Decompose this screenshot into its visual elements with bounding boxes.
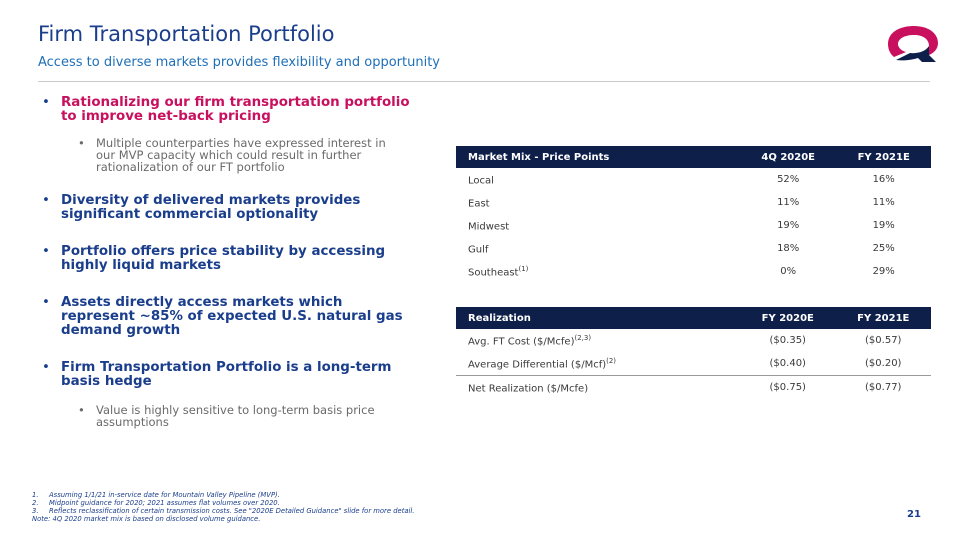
table-row bbox=[456, 168, 931, 191]
column-header: Realization bbox=[456, 307, 740, 329]
cell-value: 11% bbox=[872, 197, 895, 208]
column-header: FY 2021E bbox=[836, 146, 931, 168]
cell-value: 19% bbox=[777, 220, 800, 231]
footnote-note: Note: 4Q 2020 market mix is based on disclosed volume guidance. bbox=[32, 515, 261, 523]
cell-value: 25% bbox=[872, 243, 895, 254]
bullet-demand-growth: • Assets directly access markets which represent ~85% of expected U.S. natural gas demand growth bbox=[38, 296, 418, 338]
realization-table bbox=[456, 307, 931, 399]
footnote-text: Midpoint guidance for 2020; 2021 assumes flat volumes over 2020. bbox=[49, 499, 280, 507]
table-row bbox=[456, 260, 931, 283]
market-mix-table bbox=[456, 146, 931, 283]
bullet-rationalizing: • Rationalizing our firm transportation portfolio to improve net-back pricing bbox=[38, 96, 418, 124]
table-header-row bbox=[456, 307, 931, 329]
header-divider bbox=[38, 81, 930, 82]
footnote-number: 2. bbox=[32, 499, 39, 507]
footnote-number: 1. bbox=[32, 491, 39, 499]
footnote-ref: (1) bbox=[518, 264, 529, 273]
footnotes bbox=[32, 491, 414, 523]
column-header: FY 2021E bbox=[836, 307, 932, 329]
row-label: Southeast bbox=[468, 267, 519, 279]
footnote-item bbox=[32, 491, 414, 499]
sub-bullet-basis-sensitivity: • Value is highly sensitive to long-term basis price assumptions bbox=[38, 404, 406, 428]
cell-value: ($0.77) bbox=[836, 376, 932, 400]
page-subtitle: Access to diverse markets provides flexibility and opportunity bbox=[38, 55, 440, 70]
row-label: Local bbox=[468, 175, 494, 187]
cell-value: ($0.75) bbox=[740, 376, 836, 400]
page-number: 21 bbox=[907, 509, 921, 520]
footnote-item bbox=[32, 507, 414, 515]
page-title: Firm Transportation Portfolio bbox=[38, 22, 335, 46]
column-header: Market Mix - Price Points bbox=[456, 146, 740, 168]
bullet-basis-hedge: • Firm Transportation Portfolio is a long-term basis hedge bbox=[38, 361, 418, 389]
cell-value: 29% bbox=[872, 266, 895, 277]
row-label: Net Realization ($/Mcfe) bbox=[468, 383, 589, 395]
column-header: FY 2020E bbox=[740, 307, 836, 329]
table-row-total bbox=[456, 376, 931, 400]
cell-value: ($0.35) bbox=[769, 335, 806, 346]
footnote-item bbox=[32, 499, 414, 507]
row-label: Midwest bbox=[468, 221, 510, 233]
footnote-text: Assuming 1/1/21 in-service date for Mountain Valley Pipeline (MVP). bbox=[49, 491, 280, 499]
sub-bullet-mvp-capacity: • Multiple counterparties have expressed interest in our MVP capacity which could result in further rationalization of our FT portfolio bbox=[38, 137, 406, 173]
cell-value: 18% bbox=[777, 243, 800, 254]
cell-value: 52% bbox=[777, 174, 800, 185]
table-row bbox=[456, 237, 931, 260]
cell-value: 16% bbox=[872, 174, 895, 185]
table-row bbox=[456, 214, 931, 237]
row-label: East bbox=[468, 198, 490, 210]
cell-value: 11% bbox=[777, 197, 800, 208]
row-label: Gulf bbox=[468, 244, 489, 256]
table-row bbox=[456, 329, 931, 352]
bullet-diversity: • Diversity of delivered markets provides significant commercial optionality bbox=[38, 194, 418, 222]
table-row bbox=[456, 352, 931, 376]
row-label: Avg. FT Cost ($/Mcfe) bbox=[468, 336, 575, 348]
row-label: Average Differential ($/Mcf) bbox=[468, 359, 607, 371]
cell-value: ($0.20) bbox=[865, 358, 902, 369]
footnote-ref: (2) bbox=[606, 356, 617, 365]
table-row bbox=[456, 191, 931, 214]
table-header-row bbox=[456, 146, 931, 168]
footnote-number: 3. bbox=[32, 507, 39, 515]
cell-value: ($0.57) bbox=[865, 335, 902, 346]
column-header: 4Q 2020E bbox=[740, 146, 836, 168]
footnote-ref: (2,3) bbox=[574, 333, 592, 342]
footnote-text: Reflects reclassification of certain transmission costs. See "2020E Detailed Guidance" slide for more detail. bbox=[49, 507, 415, 515]
key-points bbox=[38, 96, 418, 428]
cell-value: 19% bbox=[872, 220, 895, 231]
cell-value: ($0.40) bbox=[769, 358, 806, 369]
cell-value: 0% bbox=[780, 266, 797, 277]
company-logo-icon bbox=[884, 22, 940, 64]
bullet-price-stability: • Portfolio offers price stability by accessing highly liquid markets bbox=[38, 245, 418, 273]
